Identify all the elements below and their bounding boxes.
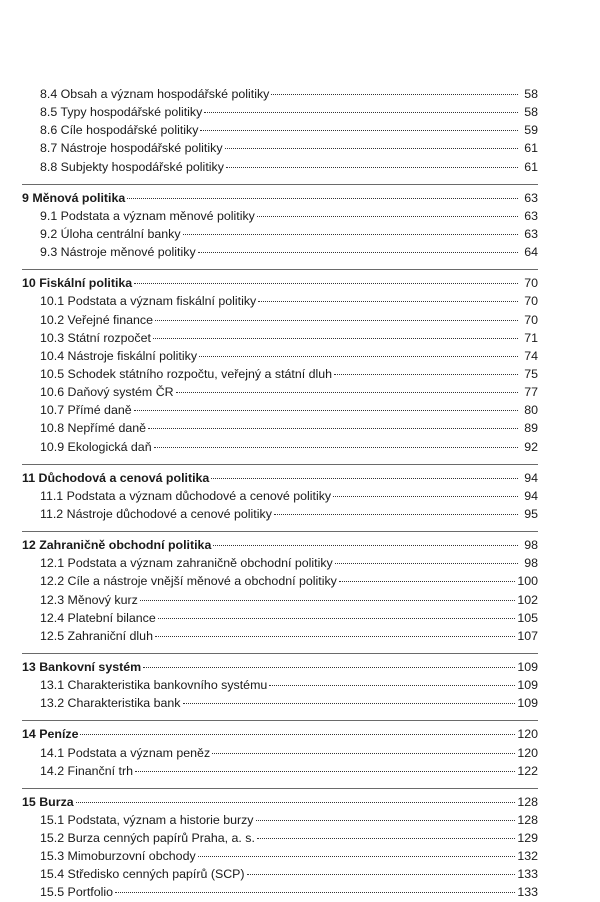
dot-leader [204, 98, 518, 113]
entry-title: 11.2 Nástroje důchodové a cenové politiky [40, 506, 272, 521]
dot-leader [274, 500, 518, 515]
chapter-title: 13 Bankovní systém [22, 659, 142, 674]
dot-leader [76, 788, 516, 803]
page-number: 98 [524, 538, 538, 553]
dot-leader [183, 220, 518, 235]
toc-entry [22, 881, 538, 899]
page-number: 95 [524, 506, 538, 521]
page-number: 80 [524, 403, 538, 418]
entry-title: 12.3 Měnový kurz [40, 592, 138, 607]
toc-entry [22, 156, 538, 174]
entry-title: 15.2 Burza cenných papírů Praha, a. s. [40, 831, 255, 846]
toc-chapter [22, 788, 538, 902]
entry-title: 12.4 Platební bilance [40, 610, 156, 625]
page-number: 92 [524, 439, 538, 454]
entry-title: 15.1 Podstata, význam a historie burzy [40, 812, 254, 827]
dot-leader [140, 586, 516, 601]
page-number: 120 [517, 727, 538, 742]
dot-leader [127, 184, 518, 199]
dot-leader [183, 689, 516, 704]
page-number: 70 [524, 312, 538, 327]
page-number: 63 [524, 208, 538, 223]
toc-entry [22, 436, 538, 454]
page-number: 89 [524, 421, 538, 436]
page-number: 109 [517, 678, 538, 693]
page-number: 133 [517, 885, 538, 900]
entry-title: 8.4 Obsah a význam hospodářské politiky [40, 87, 270, 101]
entry-title: 10.5 Schodek státního rozpočtu, veřejný a státní dluh [40, 366, 333, 381]
page-number: 132 [517, 849, 538, 864]
page-number: 120 [517, 745, 538, 760]
toc-chapter [22, 531, 538, 645]
entry-title: 10.8 Nepřímé daně [40, 421, 147, 436]
entry-title: 15.4 Středisko cenných papírů (SCP) [40, 867, 245, 882]
dot-leader [211, 464, 518, 479]
entry-title: 12.1 Podstata a význam zahraničně obchodní politiky [40, 556, 333, 571]
dot-leader [258, 287, 518, 302]
page-number: 61 [524, 141, 538, 156]
dot-leader [213, 531, 518, 546]
dot-leader [335, 549, 518, 564]
dot-leader [155, 306, 518, 321]
dot-leader [80, 720, 515, 735]
chapter-title: 9 Měnová politika [22, 190, 126, 205]
page-number: 70 [524, 276, 538, 291]
page-number: 128 [517, 794, 538, 809]
page-number: 128 [517, 812, 538, 827]
toc-entry [22, 760, 538, 778]
entry-title: 15.5 Portfolio [40, 885, 114, 900]
entry-title: 8.6 Cíle hospodářské politiky [40, 123, 199, 138]
toc-chapter [22, 653, 538, 712]
dot-leader [134, 269, 518, 284]
chapter-title: 15 Burza [22, 794, 74, 809]
entry-title: 12.2 Cíle a nástroje vnější měnové a obchodní politiky [40, 574, 337, 589]
page-number: 129 [517, 831, 538, 846]
toc-chapter [22, 184, 538, 262]
page-number: 64 [524, 245, 538, 260]
dot-leader [135, 757, 515, 772]
dot-leader [256, 806, 516, 821]
dot-leader [115, 878, 515, 893]
toc-entry [22, 503, 538, 521]
page-number: 71 [524, 330, 538, 345]
page-number: 107 [517, 628, 538, 643]
entry-title: 10.9 Ekologická daň [40, 439, 152, 454]
entry-title: 10.3 Státní rozpočet [40, 330, 151, 345]
dot-leader [269, 671, 515, 686]
dot-leader [148, 414, 518, 429]
entry-title: 15.3 Mimoburzovní obchody [40, 849, 196, 864]
dot-leader [198, 842, 516, 857]
page-number: 61 [524, 159, 538, 174]
entry-title: 8.5 Typy hospodářské politiky [40, 105, 203, 120]
dot-leader [134, 396, 518, 411]
page-number: 105 [517, 610, 538, 625]
entry-title: 9.1 Podstata a význam měnové politiky [40, 208, 255, 223]
dot-leader [226, 153, 518, 168]
dot-leader [257, 824, 515, 839]
page-number: 70 [524, 294, 538, 309]
dot-leader [334, 360, 518, 375]
dot-leader [339, 567, 515, 582]
entry-title: 13.1 Charakteristika bankovního systému [40, 678, 268, 693]
dot-leader [158, 604, 516, 619]
page-number: 109 [517, 696, 538, 711]
page-number: 100 [517, 574, 538, 589]
page-number: 77 [524, 385, 538, 400]
dot-leader [247, 860, 516, 875]
entry-title: 10.7 Přímé daně [40, 403, 132, 418]
entry-title: 12.5 Zahraniční dluh [40, 628, 153, 643]
page-number: 94 [524, 488, 538, 503]
dot-leader [225, 134, 518, 149]
dot-leader [198, 238, 518, 253]
dot-leader [212, 739, 515, 754]
entry-title: 8.7 Nástroje hospodářské politiky [40, 141, 223, 156]
toc-chapter [22, 720, 538, 779]
page-number: 133 [517, 867, 538, 882]
dot-leader [155, 622, 515, 637]
page-number: 59 [524, 123, 538, 138]
dot-leader [153, 324, 518, 339]
entry-title: 9.3 Nástroje měnové politiky [40, 245, 196, 260]
page-number: 102 [517, 592, 538, 607]
toc-chapter [22, 464, 538, 523]
entry-title: 10.2 Veřejné finance [40, 312, 153, 327]
page-number: 109 [517, 659, 538, 674]
entry-title: 13.2 Charakteristika bank [40, 696, 181, 711]
toc-chapter [22, 81, 538, 176]
dot-leader [143, 653, 515, 668]
page-number: 58 [524, 105, 538, 120]
page-number: 75 [524, 366, 538, 381]
dot-leader [271, 80, 518, 95]
entry-title: 10.6 Daňový systém ČR [40, 385, 174, 400]
page-number: 98 [524, 556, 538, 571]
page-number: 74 [524, 348, 538, 363]
entry-title: 10.1 Podstata a význam fiskální politiky [40, 294, 257, 309]
toc-chapter [22, 269, 538, 455]
dot-leader [333, 482, 518, 497]
dot-leader [154, 433, 518, 448]
entry-title: 14.1 Podstata a význam peněz [40, 745, 211, 760]
dot-leader [200, 116, 518, 131]
entry-title: 8.8 Subjekty hospodářské politiky [40, 159, 224, 174]
entry-title: 14.2 Finanční trh [40, 763, 133, 778]
chapter-title: 12 Zahraničně obchodní politika [22, 538, 212, 553]
toc-entry [22, 625, 538, 643]
page-number: 63 [524, 190, 538, 205]
dot-leader [176, 378, 518, 393]
chapter-title: 11 Důchodová a cenová politika [22, 470, 210, 485]
chapter-title: 10 Fiskální politika [22, 276, 133, 291]
page-number: 94 [524, 470, 538, 485]
dot-leader [199, 342, 518, 357]
entry-title: 9.2 Úloha centrální banky [40, 226, 181, 241]
table-of-contents [22, 81, 538, 902]
page-number: 122 [517, 763, 538, 778]
toc-entry [22, 692, 538, 710]
toc-entry [22, 241, 538, 259]
page-number: 63 [524, 226, 538, 241]
chapter-title: 14 Peníze [22, 727, 79, 742]
entry-title: 11.1 Podstata a význam důchodové a cenové politiky [40, 488, 332, 503]
page-number: 58 [524, 87, 538, 101]
entry-title: 10.4 Nástroje fiskální politiky [40, 348, 198, 363]
dot-leader [257, 202, 518, 217]
